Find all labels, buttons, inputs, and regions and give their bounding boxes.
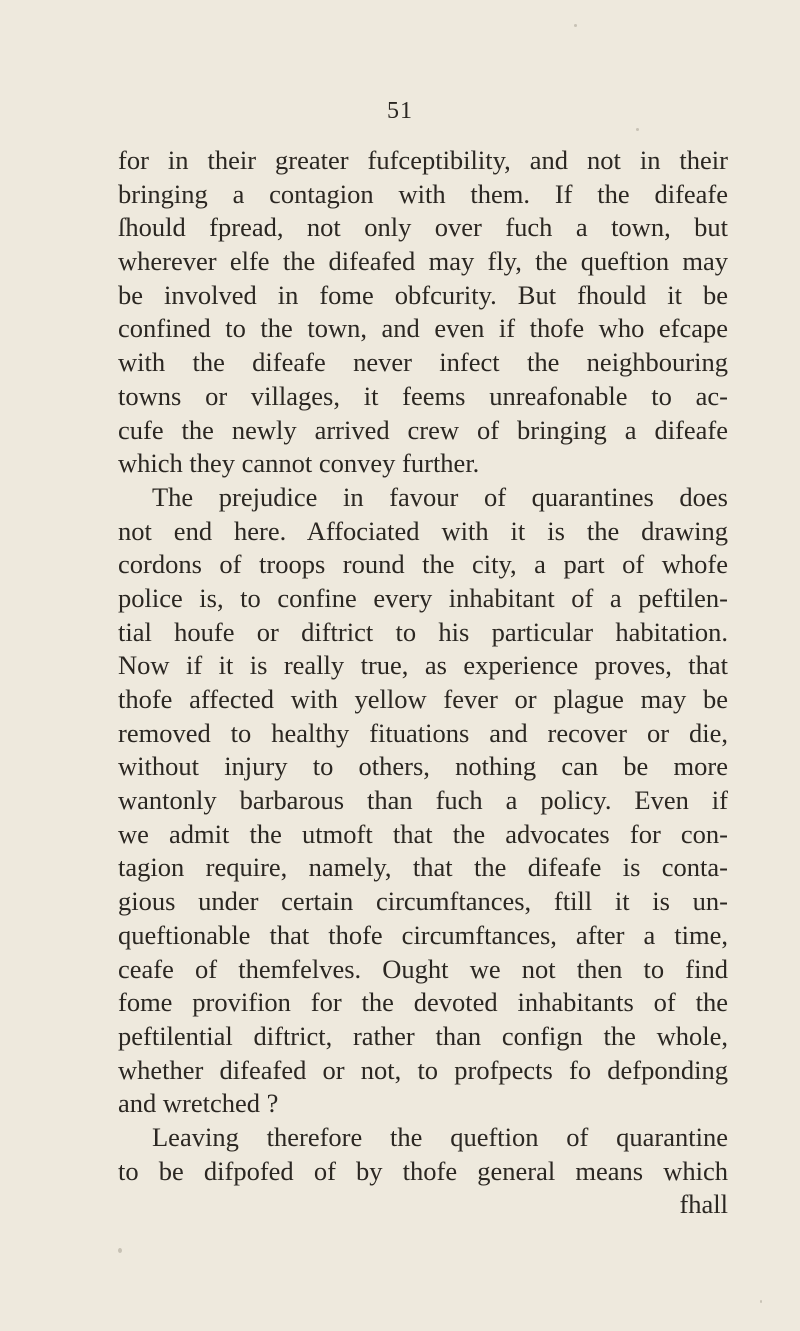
text-line: The prejudice in favour of quarantines does — [152, 481, 728, 512]
text-line: with the difeafe never infect the neighbouring — [118, 347, 728, 378]
text-line: tial houfe or diftrict to his particular habitation. — [118, 616, 728, 647]
body-text — [118, 144, 728, 1222]
text-line: Leaving therefore the queftion of quarantine — [152, 1121, 728, 1152]
paper-speck — [636, 128, 639, 131]
text-line: queftionable that thofe circumftances, after a time, — [118, 919, 728, 950]
text-line: ſhould fpread, not only over fuch a town, but — [118, 212, 728, 243]
text-line: cordons of troops round the city, a part of whofe — [118, 549, 728, 580]
text-line: peftilential diftrict, rather than confign the whole, — [118, 1020, 728, 1051]
paper-speck — [574, 24, 577, 27]
text-line: removed to healthy fituations and recover or die, — [118, 717, 728, 748]
text-line: confined to the town, and even if thofe who efcape — [118, 313, 728, 344]
text-line: whether difeafed or not, to profpects fo defponding — [118, 1054, 728, 1085]
text-line: gious under certain circumftances, ftill it is un- — [118, 886, 728, 917]
paper-speck — [118, 1248, 122, 1253]
text-line: cufe the newly arrived crew of bringing a difeafe — [118, 414, 728, 445]
text-line: we admit the utmoft that the advocates for con- — [118, 818, 728, 849]
text-line: without injury to others, nothing can be more — [118, 751, 728, 782]
text-line: wherever elfe the difeafed may fly, the queftion may — [118, 246, 728, 277]
text-line: Now if it is really true, as experience proves, that — [118, 650, 728, 681]
text-line: ceafe of themfelves. Ought we not then to find — [118, 953, 728, 984]
text-line: for in their greater fufceptibility, and not in their — [118, 145, 728, 175]
text-line: to be difpofed of by thofe general means which — [118, 1155, 728, 1186]
text-line: not end here. Affociated with it is the drawing — [118, 515, 728, 546]
text-line: tagion require, namely, that the difeafe is conta- — [118, 852, 728, 883]
page-number: 51 — [387, 98, 413, 124]
text-line: wantonly barbarous than fuch a policy. Even if — [118, 785, 728, 816]
text-line: which they cannot convey further. — [118, 448, 480, 479]
text-line: bringing a contagion with them. If the difeafe — [118, 178, 728, 209]
text-line: thofe affected with yellow fever or plague may be — [118, 684, 728, 714]
text-line: towns or villages, it feems unreafonable to ac- — [118, 380, 728, 411]
text-line: and wretched ? — [118, 1088, 279, 1119]
paper-speck — [760, 1300, 762, 1303]
text-line: police is, to confine every inhabitant of a peftilen- — [118, 582, 728, 613]
text-line: be involved in fome obfcurity. But fhould it be — [118, 279, 728, 310]
text-line: fhall — [679, 1189, 728, 1220]
text-line: fome provifion for the devoted inhabitants of the — [118, 987, 728, 1018]
